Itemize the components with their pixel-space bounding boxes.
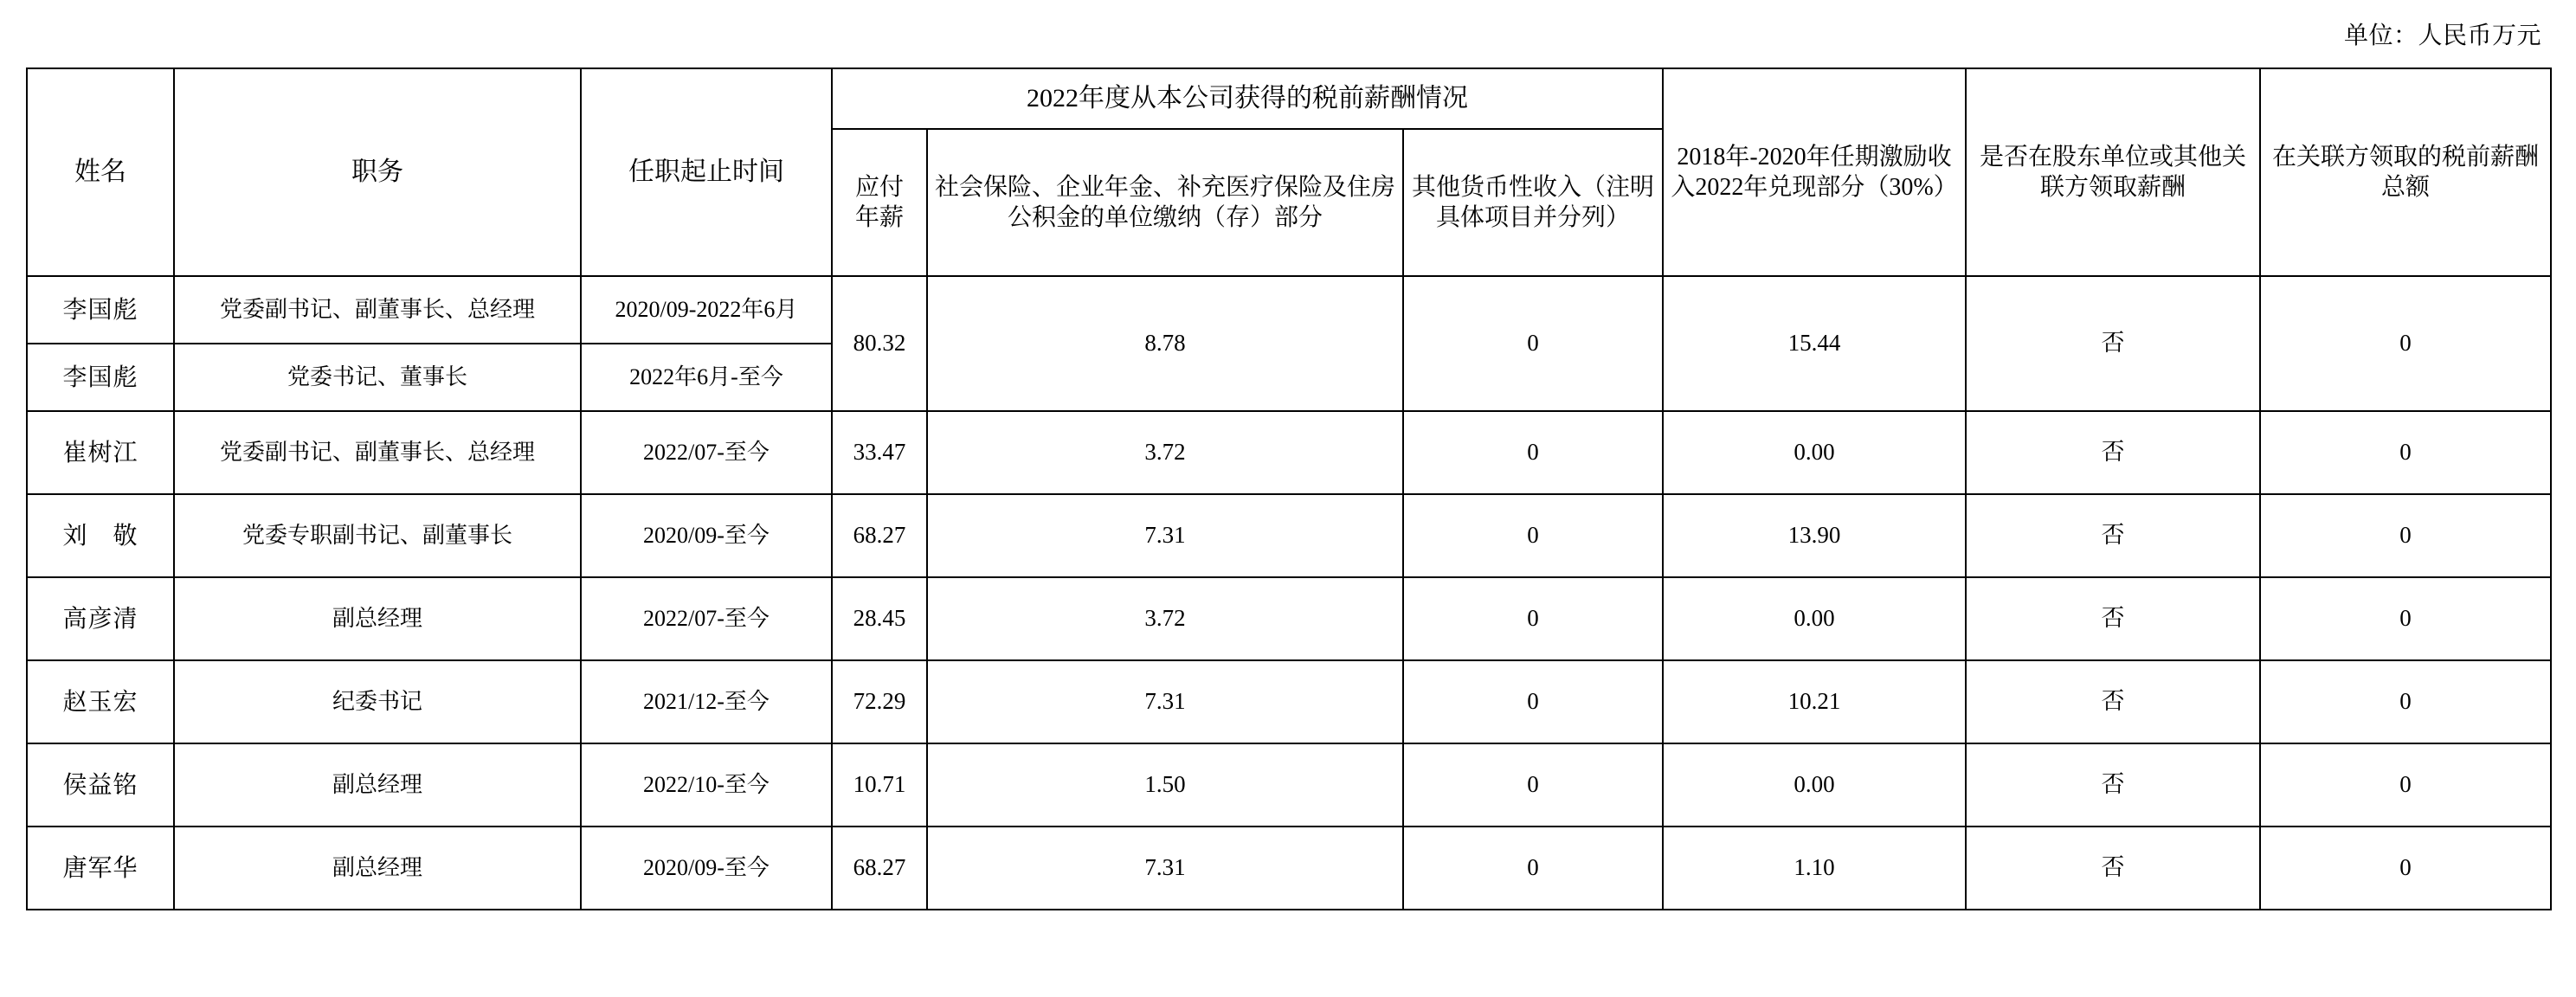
cell-term: 2022/07-至今 (581, 577, 832, 660)
table-row (27, 276, 2551, 344)
cell-name: 高彦清 (27, 577, 174, 660)
cell-term-incentive: 0.00 (1663, 743, 1966, 827)
cell-position: 党委书记、董事长 (174, 344, 581, 411)
cell-social-insurance: 3.72 (927, 411, 1403, 494)
header-other-income: 其他货币性收入（注明具体项目并分列） (1403, 129, 1663, 276)
cell-from-shareholder: 否 (1966, 660, 2260, 743)
cell-term: 2022年6月-至今 (581, 344, 832, 411)
cell-term: 2020/09-2022年6月 (581, 276, 832, 344)
cell-name: 崔树江 (27, 411, 174, 494)
cell-position: 副总经理 (174, 577, 581, 660)
cell-term-incentive: 15.44 (1663, 276, 1966, 411)
cell-term-incentive: 0.00 (1663, 577, 1966, 660)
executive-compensation-table (26, 68, 2552, 910)
header-related-party-total: 在关联方领取的税前薪酬总额 (2260, 68, 2551, 276)
cell-term: 2020/09-至今 (581, 827, 832, 910)
cell-other-income: 0 (1403, 743, 1663, 827)
cell-payable-annual: 10.71 (832, 743, 927, 827)
cell-payable-annual: 33.47 (832, 411, 927, 494)
cell-position: 党委副书记、副董事长、总经理 (174, 276, 581, 344)
table-row (27, 494, 2551, 577)
cell-social-insurance: 1.50 (927, 743, 1403, 827)
cell-term: 2022/10-至今 (581, 743, 832, 827)
cell-other-income: 0 (1403, 660, 1663, 743)
cell-name: 刘 敬 (27, 494, 174, 577)
header-term-incentive: 2018年-2020年任期激励收入2022年兑现部分（30%） (1663, 68, 1966, 276)
cell-other-income: 0 (1403, 494, 1663, 577)
cell-name: 唐军华 (27, 827, 174, 910)
cell-term: 2022/07-至今 (581, 411, 832, 494)
cell-related-party-total: 0 (2260, 494, 2551, 577)
cell-from-shareholder: 否 (1966, 494, 2260, 577)
cell-social-insurance: 3.72 (927, 577, 1403, 660)
cell-term-incentive: 1.10 (1663, 827, 1966, 910)
cell-related-party-total: 0 (2260, 660, 2551, 743)
cell-other-income: 0 (1403, 577, 1663, 660)
cell-social-insurance: 7.31 (927, 494, 1403, 577)
cell-position: 党委专职副书记、副董事长 (174, 494, 581, 577)
cell-payable-annual: 28.45 (832, 577, 927, 660)
table-header-row-1 (27, 68, 2551, 129)
cell-name: 侯益铭 (27, 743, 174, 827)
cell-other-income: 0 (1403, 827, 1663, 910)
header-group-pretax-salary: 2022年度从本公司获得的税前薪酬情况 (832, 68, 1663, 129)
cell-position: 党委副书记、副董事长、总经理 (174, 411, 581, 494)
cell-social-insurance: 7.31 (927, 660, 1403, 743)
cell-position: 副总经理 (174, 827, 581, 910)
cell-other-income: 0 (1403, 411, 1663, 494)
table-body (27, 276, 2551, 910)
header-term: 任职起止时间 (581, 68, 832, 276)
cell-related-party-total: 0 (2260, 577, 2551, 660)
cell-position: 副总经理 (174, 743, 581, 827)
cell-social-insurance: 8.78 (927, 276, 1403, 411)
cell-position: 纪委书记 (174, 660, 581, 743)
header-payable-annual (832, 129, 927, 276)
cell-payable-annual: 68.27 (832, 827, 927, 910)
cell-term: 2020/09-至今 (581, 494, 832, 577)
cell-other-income: 0 (1403, 276, 1663, 411)
table-row (27, 411, 2551, 494)
header-social-insurance: 社会保险、企业年金、补充医疗保险及住房公积金的单位缴纳（存）部分 (927, 129, 1403, 276)
cell-social-insurance: 7.31 (927, 827, 1403, 910)
cell-term: 2021/12-至今 (581, 660, 832, 743)
cell-payable-annual: 80.32 (832, 276, 927, 411)
unit-note: 单位：人民币万元 (2343, 23, 2541, 49)
cell-term-incentive: 0.00 (1663, 411, 1966, 494)
header-position: 职务 (174, 68, 581, 276)
cell-related-party-total: 0 (2260, 827, 2551, 910)
header-name: 姓名 (27, 68, 174, 276)
cell-from-shareholder: 否 (1966, 743, 2260, 827)
cell-term-incentive: 13.90 (1663, 494, 1966, 577)
header-payable-annual-line2: 年薪 (854, 204, 904, 231)
table-row (27, 743, 2551, 827)
cell-term-incentive: 10.21 (1663, 660, 1966, 743)
table-row (27, 577, 2551, 660)
header-from-shareholder: 是否在股东单位或其他关联方领取薪酬 (1966, 68, 2260, 276)
header-payable-annual-line1: 应付 (854, 174, 904, 201)
cell-from-shareholder: 否 (1966, 577, 2260, 660)
cell-name: 赵玉宏 (27, 660, 174, 743)
cell-payable-annual: 68.27 (832, 494, 927, 577)
cell-related-party-total: 0 (2260, 743, 2551, 827)
cell-from-shareholder: 否 (1966, 411, 2260, 494)
table-row (27, 660, 2551, 743)
cell-related-party-total: 0 (2260, 411, 2551, 494)
cell-from-shareholder: 否 (1966, 276, 2260, 411)
cell-name: 李国彪 (27, 276, 174, 344)
cell-from-shareholder: 否 (1966, 827, 2260, 910)
cell-payable-annual: 72.29 (832, 660, 927, 743)
cell-name: 李国彪 (27, 344, 174, 411)
cell-related-party-total: 0 (2260, 276, 2551, 411)
table-row (27, 827, 2551, 910)
